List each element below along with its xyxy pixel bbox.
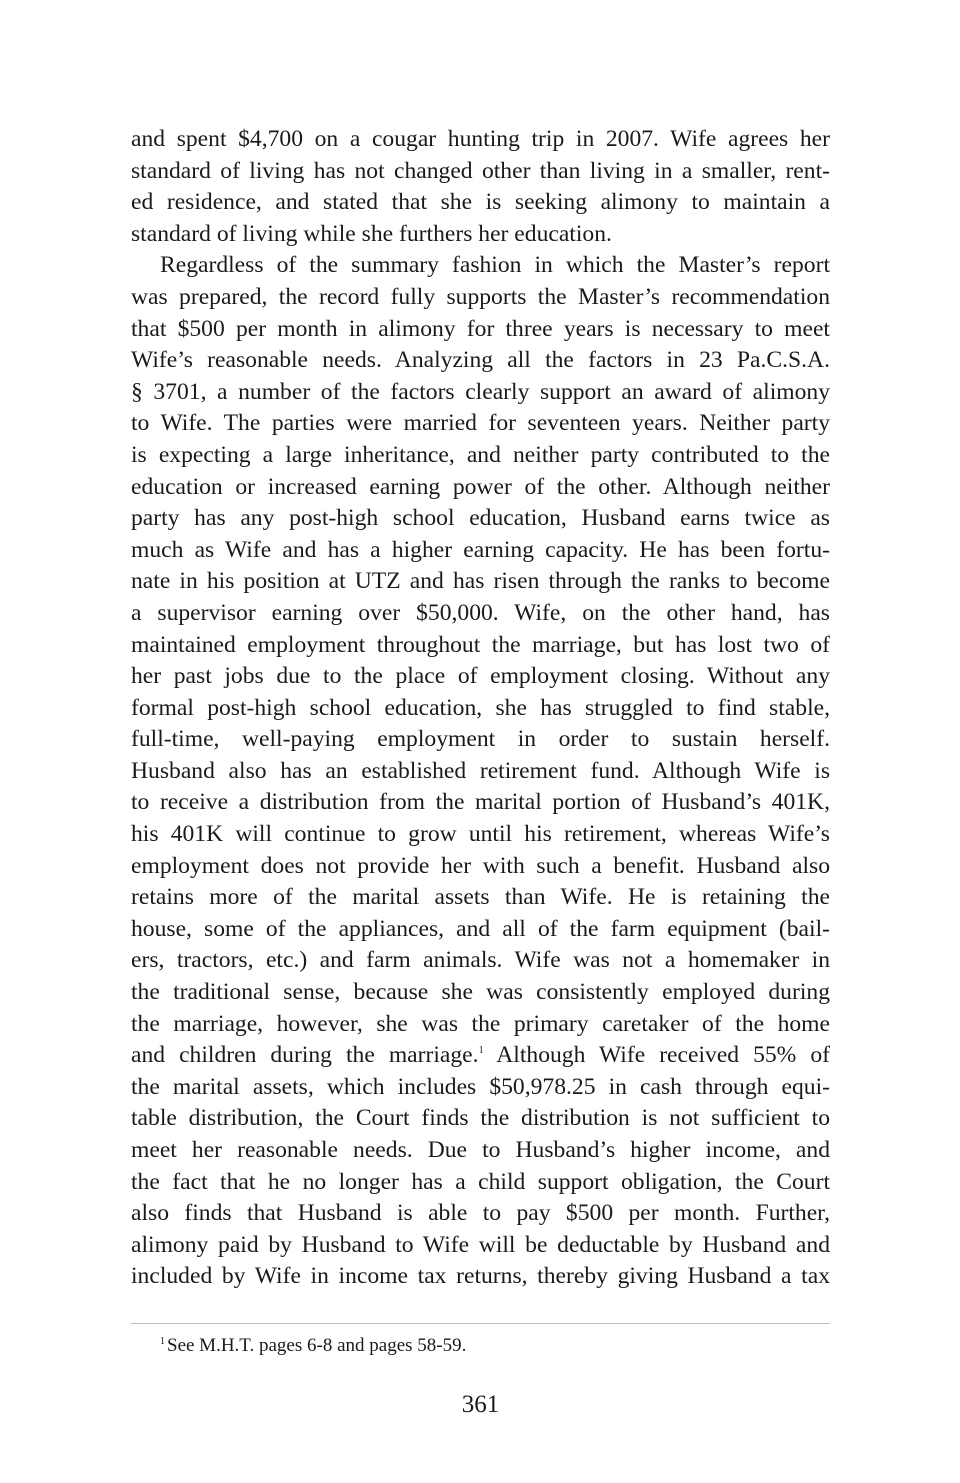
footnote-marker: 1 — [160, 1336, 165, 1347]
text-line: nate in his position at UTZ and has risen through the ranks to become — [131, 568, 830, 595]
text-line: standard of living while she furthers her education. — [131, 220, 612, 247]
text-line: the traditional sense, because she was consistently employed during — [131, 979, 830, 1006]
text-line: party has any post-high school education, Husband earns twice as — [131, 505, 830, 532]
footnote-divider — [131, 1323, 830, 1324]
text-line: house, some of the appliances, and all of the farm equipment (bail- — [131, 915, 830, 942]
text-line: her past jobs due to the place of employment closing. Without any — [131, 663, 830, 690]
text-line: ed residence, and stated that she is seeking alimony to maintain a — [131, 189, 830, 216]
text-line: that $500 per month in alimony for three years is necessary to meet — [131, 315, 830, 342]
text-line: education or increased earning power of the other. Although neither — [131, 473, 830, 500]
text-line: § 3701, a number of the factors clearly support an award of alimony — [131, 378, 830, 405]
text-line: Wife’s reasonable needs. Analyzing all the factors in 23 Pa.C.S.A. — [131, 347, 830, 374]
document-page — [131, 0, 830, 1483]
line-end: Although Wife received 55% of — [483, 1042, 831, 1069]
paragraph — [131, 250, 830, 1293]
text-line: table distribution, the Court finds the distribution is not sufficient to — [131, 1105, 830, 1132]
text-line: standard of living has not changed other than living in a smaller, rent- — [131, 157, 830, 184]
text-line: the fact that he no longer has a child support obligation, the Court — [131, 1168, 830, 1195]
text-line: was prepared, the record fully supports the Master’s recommendation — [131, 283, 830, 310]
text-line: to receive a distribution from the marital portion of Husband’s 401K, — [131, 789, 830, 816]
text-line: much as Wife and has a higher earning capacity. He has been fortu- — [131, 536, 830, 563]
text-line: also finds that Husband is able to pay $500 per month. Further, — [131, 1200, 830, 1227]
text-line: alimony paid by Husband to Wife will be deductable by Husband and — [131, 1231, 830, 1258]
text-line: Husband also has an established retirement fund. Although Wife is — [131, 757, 830, 784]
text-line: employment does not provide her with such a benefit. Husband also — [131, 852, 830, 879]
footnote-text: See M.H.T. pages 6-8 and pages 58-59. — [167, 1335, 467, 1356]
text-line: meet her reasonable needs. Due to Husband’s higher income, and — [131, 1137, 830, 1163]
text-line: the marriage, however, she was the primary caretaker of the home — [131, 1010, 830, 1037]
text-line: formal post-high school education, she has struggled to find stable, — [131, 694, 830, 721]
text-line: his 401K will continue to grow until his retirement, whereas Wife’s — [131, 821, 830, 848]
text-line: full-time, well-paying employment in order to sustain herself. — [131, 726, 830, 753]
footnote-reference[interactable]: 1 — [478, 1045, 484, 1057]
text-line: and spent $4,700 on a cougar hunting trip in 2007. Wife agrees her — [131, 126, 830, 152]
text-line: retains more of the marital assets than Wife. He is retaining the — [131, 884, 830, 911]
text-line: ers, tractors, etc.) and farm animals. Wife was not a homemaker in — [131, 947, 830, 974]
body-text — [131, 124, 830, 1293]
text-line: included by Wife in income tax returns, thereby giving Husband a tax — [131, 1263, 830, 1290]
line-start: and children during the marriage. — [131, 1042, 479, 1069]
text-line-with-footnote — [131, 1040, 830, 1072]
text-line: Regardless of the summary fashion in which the Master’s report — [160, 252, 830, 279]
text-line: maintained employment throughout the marriage, but has lost two of — [131, 631, 830, 658]
footnote — [160, 1333, 466, 1359]
text-line: the marital assets, which includes $50,978.25 in cash through equi- — [131, 1073, 830, 1100]
paragraph — [131, 124, 830, 250]
page-number: 361 — [461, 1391, 500, 1418]
text-line: a supervisor earning over $50,000. Wife, on the other hand, has — [131, 599, 830, 626]
text-line: to Wife. The parties were married for seventeen years. Neither party — [131, 410, 830, 437]
text-line: is expecting a large inheritance, and neither party contributed to the — [131, 441, 830, 468]
